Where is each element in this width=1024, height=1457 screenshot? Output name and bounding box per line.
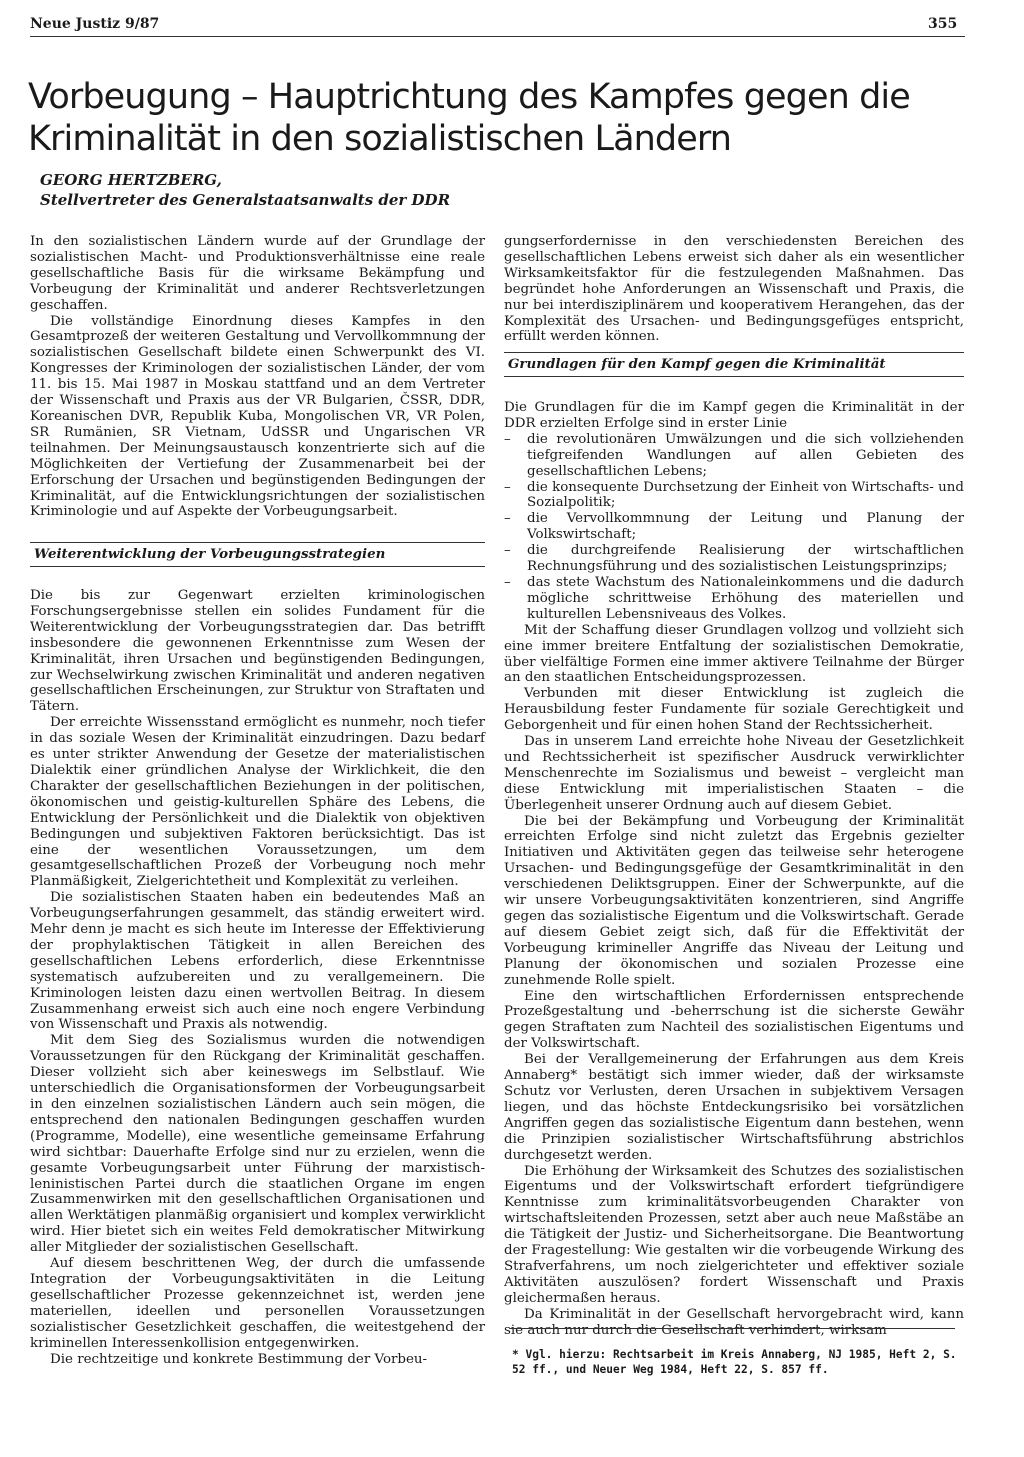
- header-rule: [30, 36, 965, 37]
- section-heading-2: Grundlagen für den Kampf gegen die Kriminalität: [504, 352, 964, 377]
- footnote-rule: [510, 1328, 955, 1329]
- paragraph: Bei der Verallgemeinerung der Erfahrungen aus dem Kreis Annaberg* bestätigt sich immer wieder, daß der wirksamste Schutz vor Verlusten, deren Ursachen in subjektivem Versagen liegen, und das höchste Entdeckungsrisiko bei vorsätzlichen Angriffen gegen das sozialistische Eigentum dann bestehen, wenn die Prinzipien sozialistischer Wirtschaftsführung abstrichlos durchgesetzt werden.: [504, 1052, 964, 1163]
- paragraph: Die vollständige Einordnung dieses Kampfes in den Gesamtprozeß der weiteren Gestaltung und Vervollkommnung der sozialistischen Gesellschaft bildete einen Schwerpunkt des VI. Kongresses der Kriminologen der sozialistischen Länder, der vom 11. bis 15. Mai 1987 in Moskau stattfand und an dem Vertreter der Wissenschaft und Praxis aus der VR Bulgarien, ČSSR, DDR, Koreanischen DVR, Republik Kuba, Mongolischen VR, VR Polen, SR Rumänien, SR Vietnam, UdSSR und Ungarischen VR teilnahmen. Der Meinungsaustausch konzentrierte sich auf die Möglichkeiten der Vertiefung der Zusammenarbeit bei der Erforschung der Ursachen und begünstigenden Bedingungen der Kriminalität, auf die Entwicklungsrichtungen der sozialistischen Kriminologie und auf Aspekte der Vorbeugungsarbeit.: [30, 313, 485, 520]
- author-name: GEORG HERTZBERG,: [40, 171, 222, 189]
- column-2-body: [504, 400, 964, 1338]
- paragraph: Die sozialistischen Staaten haben ein bedeutendes Maß an Vorbeugungserfahrungen gesammelt, das ständig erweitert wird. Mehr denn je macht es sich heute im Interesse der Effektivierung der prophylaktischen Tätigkeit in allen Bereichen des gesellschaftlichen Lebens erforderlich, diese Erkenntnisse systematisch aufzubereiten und zu verallgemeinern. Die Kriminologen leisten dazu einen wertvollen Beitrag. In diesem Zusammenhang erweist sich auch eine noch engere Verbindung von Wissenschaft und Praxis als notwendig.: [30, 890, 485, 1033]
- list-item: – die konsequente Durchsetzung der Einheit von Wirtschafts- und Sozialpolitik;: [504, 480, 964, 512]
- list-item: – die durchgreifende Realisierung der wirtschaftlichen Rechnungsführung und des sozialistischen Leistungsprinzips;: [504, 543, 964, 575]
- list-intro: Die Grundlagen für die im Kampf gegen die Kriminalität in der DDR erzielten Erfolge sind in erster Linie: [504, 400, 964, 431]
- list-item: – die Vervollkommnung der Leitung und Planung der Volkswirtschaft;: [504, 511, 964, 543]
- article-title: Vorbeugung – Hauptrichtung des Kampfes gegen die Kriminalität in den sozialistischen Ländern: [28, 77, 910, 159]
- paragraph: Da Kriminalität in der Gesellschaft hervorgebracht wird, kann sie auch nur durch die Gesellschaft verhindert, wirksam: [504, 1306, 964, 1338]
- paragraph: Die bei der Bekämpfung und Vorbeugung der Kriminalität erreichten Erfolge sind nicht zuletzt das Ergebnis gezielter Initiativen und Aktivitäten gegen das teilweise sehr heterogene Ursachen- und Bedingungsgefüge der Gesamtkriminalität in den verschiedenen Deliktsgruppen. Einer der Schwerpunkte, auf die wir unsere Vorbeugungsaktivitäten konzentrieren, sind Angriffe gegen das sozialistische Eigentum und die Volkswirtschaft. Gerade auf diesem Gebiet zeigt sich, daß für die Effektivität der Vorbeugung krimineller Angriffe das Niveau der Leitung und Planung der ökonomischen und sozialen Prozesse eine zunehmende Rolle spielt.: [504, 813, 964, 988]
- paragraph: Eine den wirtschaftlichen Erfordernissen entsprechende Prozeßgestaltung und -beherrschung ist die sicherste Gewähr gegen Straftaten zum Nachteil des sozialistischen Eigentums und der Volkswirtschaft.: [504, 988, 964, 1052]
- dash-list: [504, 432, 964, 623]
- paragraph: Die Erhöhung der Wirksamkeit des Schutzes des sozialistischen Eigentums und der Volkswirtschaft erfordert tiefgründigere Kenntnisse zum kriminalitätsvorbeugenden Charakter von wirtschaftsleitenden Prozessen, setzt aber auch neue Maßstäbe an die Tätigkeit der Justiz- und Sicherheitsorgane. Die Beantwortung der Fragestellung: Wie gestalten wir die vorbeugende Wirkung des Strafverfahrens, um noch zielgerichteter und effektiver soziale Aktivitäten auszulösen? fordert Wissenschaft und Praxis gleichermaßen heraus.: [504, 1163, 964, 1306]
- paragraph: Auf diesem beschrittenen Weg, der durch die umfassende Integration der Vorbeugungsaktivitäten in die Leitung gesellschaftlicher Prozesse gekennzeichnet ist, werden jene materiellen, ideellen und personellen Voraussetzungen sozialistischer Gesetzlichkeit geschaffen, die weitestgehend der kriminellen Interessenkollision entgegenwirken.: [30, 1256, 485, 1351]
- paragraph: Die bis zur Gegenwart erzielten kriminologischen Forschungsergebnisse stellen ein solides Fundament für die Weiterentwicklung der Vorbeugungsstrategien dar. Das betrifft insbesondere die gewonnenen Erkenntnisse zum Wesen der Kriminalität, ihren Ursachen und begünstigenden Bedingungen, zur Wechselwirkung zwischen Kriminalität und anderen negativen gesellschaftlichen Erscheinungen, zur Struktur von Straftaten und Tätern.: [30, 588, 485, 715]
- paragraph: Verbunden mit dieser Entwicklung ist zugleich die Herausbildung fester Fundamente für soziale Gerechtigkeit und Geborgenheit und für einen hohen Stand der Rechtssicherheit.: [504, 686, 964, 734]
- column-2-top: [504, 234, 964, 345]
- paragraph: gungserfordernisse in den verschiedensten Bereichen des gesellschaftlichen Lebens erweist sich daher als ein wesentlicher Wirksamkeitsfaktor für die festzulegenden Maßnahmen. Das begründet hohe Anforderungen an Wissenschaft und Praxis, die nur bei interdisziplinärem und kooperativem Herangehen, das der Komplexität des Ursachen- und Bedingungsgefüges entspricht, erfüllt werden können.: [504, 234, 964, 345]
- paragraph: Mit der Schaffung dieser Grundlagen vollzog und vollzieht sich eine immer breitere Entfaltung der sozialistischen Demokratie, über vielfältige Formen eine immer aktivere Teilnahme der Bürger an den staatlichen Entscheidungsprozessen.: [504, 622, 964, 686]
- paragraph: In den sozialistischen Ländern wurde auf der Grundlage der sozialistischen Macht- und Produktionsverhältnisse eine reale gesellschaftliche Basis für die wirksame Bekämpfung und Vorbeugung der Kriminalität und anderer Rechtsverletzungen geschaffen.: [30, 234, 485, 313]
- page-number: 355: [928, 16, 958, 32]
- author-block: [40, 170, 450, 210]
- paragraph: Der erreichte Wissensstand ermöglicht es nunmehr, noch tiefer in das soziale Wesen der Kriminalität einzudringen. Dazu bedarf es unter strikter Anwendung der Gesetze der materialistischen Dialektik einer gründlichen Analyse der Wirklichkeit, die den Charakter der gesellschaftlichen Beziehungen in der politischen, ökonomischen und geistig-kulturellen Sphäre des Lebens, die Entwicklung der Persönlichkeit und die Dialektik von objektiven Bedingungen und subjektiven Faktoren berücksichtigt. Das ist eine der wesentlichen Voraussetzungen, um dem gesamtgesellschaftlichen Prozeß der Vorbeugung noch mehr Planmäßigkeit, Zielgerichtetheit und Komplexität zu verleihen.: [30, 715, 485, 890]
- column-1-body: [30, 588, 485, 1367]
- list-item: – die revolutionären Umwälzungen und die sich vollziehenden tiefgreifenden Wandlungen auf allen Gebieten des gesellschaftlichen Lebens;: [504, 432, 964, 480]
- list-item: – das stete Wachstum des Nationaleinkommens und die dadurch mögliche schrittweise Erhöhung des materiellen und kulturellen Lebensniveaus des Volkes.: [504, 575, 964, 623]
- paragraph: Das in unserem Land erreichte hohe Niveau der Gesetzlichkeit und Rechtssicherheit ist spezifischer Ausdruck verwirklichter Menschenrechte im Sozialismus und beweist – vergleicht man diese Entwicklung mit imperialistischen Staaten – die Überlegenheit unserer Ordnung auch auf diesem Gebiet.: [504, 734, 964, 813]
- paragraph: Die rechtzeitige und konkrete Bestimmung der Vorbeu-: [50, 1351, 428, 1367]
- author-role: Stellvertreter des Generalstaatsanwalts der DDR: [40, 191, 451, 209]
- footnote: * Vgl. hierzu: Rechtsarbeit im Kreis Annaberg, NJ 1985, Heft 2, S. 52 ff., und Neuer Weg 1984, Heft 22, S. 857 ff.: [512, 1348, 957, 1376]
- section-heading-1: Weiterentwicklung der Vorbeugungsstrategien: [30, 542, 485, 567]
- column-1-intro: [30, 234, 485, 520]
- paragraph: Mit dem Sieg des Sozialismus wurden die notwendigen Voraussetzungen für den Rückgang der Kriminalität geschaffen. Dieser vollzieht sich aber keineswegs im Selbstlauf. Wie unterschiedlich die Organisationsformen der Vorbeugungsarbeit in den einzelnen sozialistischen Ländern auch sein mögen, die entsprechend den nationalen Bedingungen geschaffen wurden (Programme, Modelle), eine wesentliche gemeinsame Erfahrung wird sichtbar: Dauerhafte Erfolge sind nur zu erzielen, wenn die gesamte Vorbeugungsarbeit unter Führung der marxistisch-leninistischen Partei durch die staatlichen Organe im engen Zusammenwirken mit den gesellschaftlichen Organisationen und allen Werktätigen planmäßig organisiert und komplex verwirklicht wird. Hier bietet sich ein weites Feld demokratischer Mitwirkung aller Mitglieder der sozialistischen Gesellschaft.: [30, 1033, 485, 1256]
- running-header: Neue Justiz 9/87: [30, 16, 160, 32]
